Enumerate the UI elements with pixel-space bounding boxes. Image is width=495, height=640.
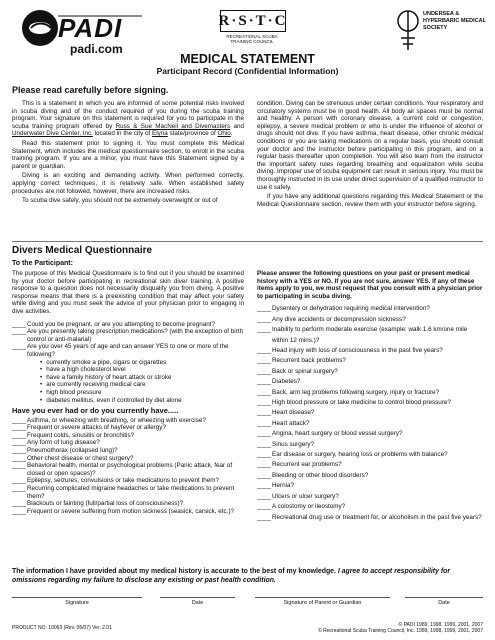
intro-text: . — [230, 130, 233, 138]
rstc-wordmark: R·S·T·C — [220, 10, 286, 32]
answer-blank[interactable]: ____ — [12, 447, 27, 455]
question-text: High blood pressure or take medicine to control blood pressure? — [272, 399, 451, 407]
answer-blank[interactable]: ____ — [12, 328, 27, 336]
facility-name-field: Underwater Dive Center, Inc. — [12, 130, 93, 138]
copyright-padi: © PADI 1989, 1998, 1999, 2001, 2007 — [398, 622, 483, 628]
question-item[interactable] — [257, 419, 483, 429]
question-text: Behavioral health, mental or psychological problems (Panic attack, fear of closed or open spaces)? — [27, 462, 233, 477]
questionnaire-left-column — [12, 270, 244, 515]
question-text: Recurrent back problems? — [272, 357, 346, 365]
answer-blank[interactable]: ____ — [12, 500, 27, 508]
question-text: Heart disease? — [272, 409, 315, 417]
question-item[interactable] — [257, 325, 483, 346]
right-question-list — [257, 304, 483, 523]
question-text: Recreational drug use or treatment for, or alcoholism in the past five years? — [272, 513, 482, 521]
question-text: Could you be pregnant, or are you attempting to become pregnant? — [27, 320, 215, 328]
answer-blank[interactable]: ____ — [257, 347, 272, 354]
question-text: Ulcers or ulcer surgery? — [272, 492, 339, 500]
question-item[interactable] — [257, 460, 483, 470]
question-item[interactable] — [257, 356, 483, 366]
uhms-emblem-icon — [395, 8, 421, 52]
question-item[interactable] — [257, 398, 483, 408]
intro-right-column — [257, 100, 483, 210]
guardian-signature-label: Signature of Parent or Guardian — [283, 600, 362, 606]
signature-line[interactable] — [12, 597, 142, 598]
answer-blank[interactable]: ____ — [12, 416, 27, 424]
question-item[interactable] — [12, 500, 244, 508]
rstc-subtitle: RECREATIONAL SCUBA TRAINING COUNCIL — [226, 34, 278, 44]
question-text: Back or spinal surgery? — [272, 367, 338, 375]
date-line[interactable] — [160, 597, 235, 598]
answer-blank[interactable]: ____ — [12, 424, 27, 432]
question-text: Heart attack? — [272, 419, 310, 427]
answer-blank[interactable]: ____ — [257, 482, 272, 490]
bullet-item: • high blood pressure — [40, 389, 244, 397]
answer-blank[interactable]: ____ — [12, 320, 27, 328]
question-item[interactable] — [12, 477, 244, 485]
question-item[interactable] — [257, 450, 483, 460]
intro-left-column — [12, 100, 244, 207]
answer-blank[interactable]: ____ — [12, 462, 27, 470]
question-item[interactable] — [257, 388, 483, 398]
question-text: Frequent colds, sinusitis or bronchitis? — [27, 431, 135, 439]
left-question-list — [12, 321, 244, 359]
answer-blank[interactable]: ____ — [257, 440, 272, 448]
question-text: Sinus surgery? — [272, 440, 314, 448]
question-text: Frequent or severe attacks of hayfever or allergy? — [27, 424, 166, 432]
question-item[interactable] — [12, 455, 244, 463]
question-text: Dysentery or dehydration requiring medical intervention? — [272, 305, 430, 313]
to-participant-heading: To the Participant: — [12, 260, 73, 267]
city-field: Elyria — [152, 130, 168, 138]
question-text: Diabetes? — [272, 378, 301, 386]
rstc-logo — [220, 10, 286, 50]
question-item[interactable] — [12, 424, 244, 432]
question-text: Pneumothorax (collapsed lung)? — [27, 447, 118, 455]
question-item[interactable] — [257, 429, 483, 439]
intro-text: and — [230, 122, 244, 130]
guardian-date-line[interactable] — [405, 597, 483, 598]
question-text: Inability to perform moderate exercise (example: walk 1.6 km/one mile within 12 mins.)? — [272, 326, 468, 344]
copyright-block — [318, 622, 483, 634]
product-number: PRODUCT NO. 10063 (Rev. 06/07) Ver. 2.01 — [12, 625, 112, 631]
padi-url: padi.com — [70, 42, 123, 56]
answer-blank[interactable]: ____ — [257, 315, 272, 323]
answer-blank[interactable]: ____ — [257, 461, 272, 469]
intro-paragraph-3: Diving is an exciting and demanding activity. When performed correctly, applying correct techniques, it is relatively safe. When established safety procedures are not followed, however, there are increased risks. — [12, 172, 244, 195]
intro-text: This is a statement in which you are informed of some potential risks involved in scuba diving and of the conduct required of you during the scuba training program. Your signature on this statement is required for you to participate in the scuba training program offered by — [12, 100, 244, 130]
answer-blank[interactable]: ____ — [257, 357, 272, 365]
question-item[interactable] — [257, 440, 483, 450]
question-item[interactable] — [257, 481, 483, 491]
instructor-name-field: Russ & Sue MacNeil and Divemasters — [115, 122, 231, 130]
please-read-heading: Please read carefully before signing. — [12, 85, 169, 95]
questionnaire-title: Divers Medical Questionnaire — [12, 245, 153, 256]
certification-text: The information I have provided about my medical history is accurate to the best of my knowledge. — [12, 568, 338, 575]
guardian-date-label: Date — [438, 600, 450, 606]
question-text: Epilepsy, seizures, convulsions or take medications to prevent them? — [27, 477, 220, 485]
bullet-item: • have a family history of heart attack or stroke — [40, 374, 244, 382]
question-text: Are you over 45 years of age and can answer YES to one or more of the following? — [27, 343, 229, 358]
question-item[interactable] — [12, 447, 244, 455]
answer-blank[interactable]: ____ — [257, 430, 272, 438]
answer-blank[interactable]: ____ — [12, 477, 27, 485]
question-item[interactable] — [12, 432, 244, 440]
intro-paragraph-5: condition. Diving can be strenuous under certain conditions. Your respiratory and circulatory systems must be in good health. All body air spaces must be normal and healthy. A person with coronary disease, a current cold or congestion, epilepsy, a severe medical problem or who is under the influence of alcohol or drugs should not dive. If you have asthma, heart disease, other chronic medical conditions or you are taking medications on a regular basis, you should consult your doctor and the instructor before participating in this program, and on a regular basis thereafter upon completion. You will also learn from the instructor the important safety rules regarding breathing and equalization while scuba diving. Improper use of scuba equipment can result in serious injury. You must be thoroughly instructed in its use under direct supervision of a qualified instructor to use it safely. — [257, 100, 483, 191]
question-text: Head injury with loss of consciousness in the past five years? — [272, 347, 443, 354]
bullet-item: • are currently receiving medical care — [40, 381, 244, 389]
question-item[interactable] — [257, 471, 483, 481]
question-text: Angina, heart surgery or blood vessel surgery? — [272, 430, 403, 438]
bullet-item: • currently smoke a pipe, cigars or cigarettes — [40, 359, 244, 367]
question-text: Bleeding or other blood disorders? — [272, 471, 369, 479]
question-item[interactable] — [257, 346, 483, 356]
certification-italic: I agree to accept responsibility for omissions regarding my failure to disclose any existing or past health condition. — [12, 568, 451, 584]
answer-blank[interactable]: ____ — [257, 305, 272, 313]
question-item[interactable] — [257, 513, 483, 523]
question-item[interactable] — [257, 502, 483, 512]
padi-logo — [18, 8, 146, 58]
signature-label: Signature — [65, 600, 89, 606]
ever-had-list — [12, 417, 244, 516]
question-text: Any dive accidents or decompression sickness? — [272, 315, 406, 323]
answer-blank[interactable]: ____ — [12, 485, 27, 493]
uhms-name: UNDERSEA & HYPERBARIC MEDICAL SOCIETY — [423, 11, 486, 31]
answer-blank[interactable]: ____ — [257, 367, 272, 375]
answer-blank[interactable]: ____ — [12, 431, 27, 439]
answer-blank[interactable]: ____ — [12, 507, 27, 515]
answer-blank[interactable]: ____ — [257, 513, 272, 521]
bullet-item: • diabetes mellitus, even if controlled by diet alone — [40, 397, 244, 405]
question-text: Recurring complicated migraine headaches or take medications to prevent them? — [27, 485, 235, 500]
question-item[interactable] — [257, 492, 483, 502]
copyright-rstc: © Recreational Scuba Training Council, Inc. 1989, 1998, 1999, 2001, 2007 — [318, 628, 483, 634]
question-item[interactable] — [257, 315, 483, 325]
guardian-signature-line[interactable] — [255, 597, 390, 598]
answer-blank[interactable]: ____ — [257, 399, 272, 407]
intro-paragraph-1 — [12, 100, 244, 138]
answer-blank[interactable]: ____ — [257, 388, 272, 396]
question-text: Recurrent ear problems? — [272, 461, 342, 469]
question-text: Frequent or severe suffering from motion sickness (seasick, carsick, etc.)? — [27, 507, 235, 515]
question-text: Ear disease or surgery, hearing loss or problems with balance? — [272, 451, 448, 459]
question-text: Asthma, or wheezing with breathing, or wheezing with exercise? — [27, 416, 206, 424]
state-field: Ohio — [217, 130, 231, 138]
answer-blank[interactable]: ____ — [12, 439, 27, 447]
intro-paragraph-6: If you have any additional questions regarding this Medical Statement or the Medical Questionnaire section, review them with your instructor before signing. — [257, 193, 483, 208]
question-item[interactable] — [257, 367, 483, 377]
answer-blank[interactable]: ____ — [12, 343, 27, 351]
padi-wordmark: PADI — [58, 13, 123, 43]
answer-blank[interactable]: ____ — [257, 503, 272, 511]
question-item[interactable] — [12, 485, 244, 500]
age-criteria-list — [12, 359, 244, 405]
question-item[interactable] — [257, 304, 483, 314]
bullet-item: • have a high cholesterol level — [40, 366, 244, 374]
intro-text: located in the city of — [92, 130, 153, 138]
answer-blank[interactable]: ____ — [12, 454, 27, 462]
intro-text: state/province of — [167, 130, 218, 138]
certification-statement — [12, 568, 484, 585]
date-label: Date — [191, 600, 204, 606]
page-subtitle: Participant Record (Confidential Information) — [156, 66, 339, 76]
answer-blank[interactable]: ____ — [257, 471, 272, 479]
question-item[interactable] — [12, 321, 244, 329]
question-text: Back, arm leg problems following surgery, injury or fracture? — [272, 388, 440, 396]
question-item[interactable] — [257, 377, 483, 387]
questionnaire-instructions: Please answer the following questions on your past or present medical history with a YES or NO. If you are not sure, answer YES. If any of these items apply to you, we must request that you consult with a physician prior to participating in scuba diving. — [257, 270, 483, 300]
answer-blank[interactable]: ____ — [257, 378, 272, 386]
section-divider — [12, 241, 483, 242]
questionnaire-purpose: The purpose of this Medical Questionnaire is to find out if you should be examined by your doctor before participating in recreational skin diver training. A positive response to a question does not necessarily disqualify you from diving. A positive response means that there is a preexisting condition that may affect your safety while diving and you must seek the advice of your physician prior to engaging in dive activities. — [12, 270, 244, 315]
question-item[interactable] — [12, 417, 244, 425]
answer-blank[interactable]: ____ — [257, 326, 272, 334]
intro-paragraph-4: To scuba dive safely, you should not be extremely overweight or out of — [22, 197, 218, 205]
question-item[interactable] — [12, 439, 244, 447]
answer-blank[interactable]: ____ — [257, 451, 272, 459]
answer-blank[interactable]: ____ — [257, 409, 272, 417]
question-item[interactable] — [12, 328, 244, 343]
question-text: Any form of lung disease? — [27, 439, 100, 447]
question-item[interactable] — [257, 408, 483, 418]
answer-blank[interactable]: ____ — [257, 492, 272, 500]
page-title: MEDICAL STATEMENT — [180, 52, 315, 66]
question-text: Hernia? — [272, 482, 295, 490]
intro-paragraph-2: Read this statement prior to signing it. You must complete this Medical Statement, which includes the medical questionnaire section, to enroll in the scuba training program. If you are a minor, you must have this Statement signed by a parent or guardian. — [12, 139, 244, 170]
question-text: Other chest disease or chest surgery? — [27, 454, 134, 462]
question-text: Are you presently taking prescription medications? (with the exception of birth control or anti-malarial) — [27, 328, 243, 343]
question-text: Blackouts or fainting (full/partial loss of consciousness)? — [27, 500, 184, 508]
question-item[interactable] — [12, 462, 244, 477]
uhms-logo — [395, 8, 495, 54]
ever-had-heading: Have you ever had or do you currently have..... — [12, 406, 179, 416]
answer-blank[interactable]: ____ — [257, 419, 272, 427]
question-item[interactable] — [12, 343, 244, 358]
questionnaire-right-column — [257, 270, 483, 523]
question-item[interactable] — [12, 508, 244, 516]
question-text: A colostomy or ileostomy? — [272, 503, 346, 511]
